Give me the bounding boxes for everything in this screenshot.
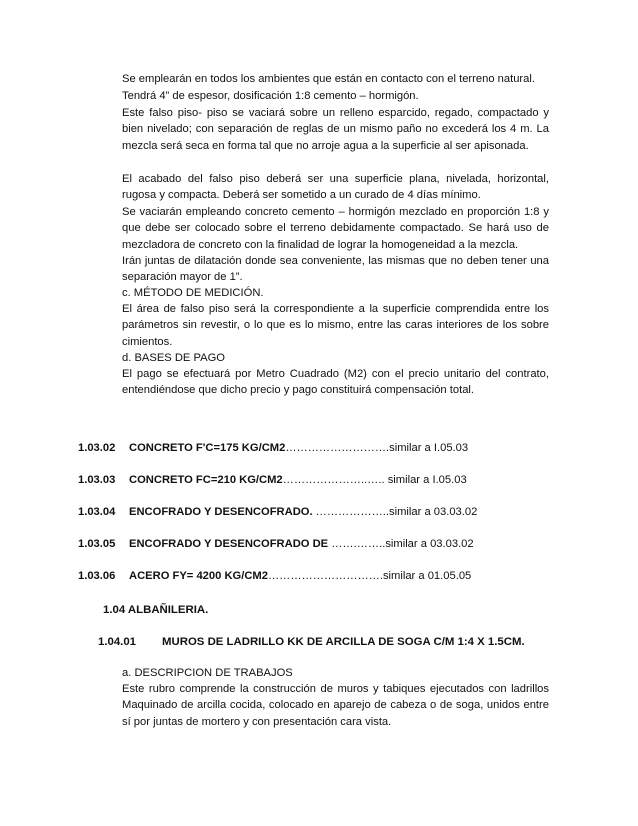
heading-descripcion-trabajos: a. DESCRIPCION DE TRABAJOS (122, 667, 293, 679)
paragraph-pago: El pago se efectuará por Metro Cuadrado (M2) con el precio unitario del contrato, entendiéndose que dicho precio y pago constituirá compensación total. (122, 368, 549, 397)
subsection-title: MUROS DE LADRILLO KK DE ARCILLA DE SOGA C/M 1:4 X 1.5CM. (162, 636, 525, 648)
item-reference: similar a 03.03.02 (385, 538, 474, 550)
paragraph-descripcion: Este rubro comprende la construcción de muros y tabiques ejecutados con ladrillos Maquinado de arcilla cocida, colocado en aparejo de cabeza o de soga, unidos entre sí por juntas de mortero y con presentación cara vista. (122, 683, 549, 728)
item-dots: …………………………. (267, 570, 383, 582)
item-row (78, 440, 468, 456)
heading-metodo-medicion: c. MÉTODO DE MEDICIÓN. (122, 287, 264, 299)
item-row (78, 568, 471, 584)
item-name: CONCRETO F'C=175 KG/CM2 (129, 442, 286, 454)
item-number: 1.03.04 (78, 506, 116, 518)
item-reference: similar a I.05.03 (387, 474, 467, 486)
item-reference: similar a 03.03.02 (389, 506, 478, 518)
item-name: ENCOFRADO Y DESENCOFRADO DE (129, 538, 329, 550)
item-dots: …………………..….. (282, 474, 388, 486)
item-number: 1.03.05 (78, 538, 116, 550)
item-dots: …….…….. (328, 538, 386, 550)
paragraph-ambientes: Se emplearán en todos los ambientes que están en contacto con el terreno natural. (122, 73, 535, 85)
item-number: 1.03.02 (78, 442, 116, 454)
item-reference: similar a I.05.03 (389, 442, 469, 454)
paragraph-espesor: Tendrá 4” de espesor, dosificación 1:8 cemento – hormigón. (122, 90, 419, 102)
section-heading-albanileria: 1.04 ALBAÑILERIA. (103, 604, 209, 616)
item-row (78, 536, 474, 552)
paragraph-acabado: El acabado del falso piso deberá ser una superficie plana, nivelada, horizontal, rugosa y compacta. Deberá ser sometido a un curado de 4 días mínimo. (122, 173, 549, 202)
item-name: CONCRETO FC=210 KG/CM2 (129, 474, 283, 486)
item-number: 1.03.03 (78, 474, 116, 486)
paragraph-juntas: Irán juntas de dilatación donde sea conveniente, las mismas que no deben tener una separación mayor de 1”. (122, 255, 549, 284)
item-reference: similar a 01.05.05 (382, 570, 472, 582)
item-dots: ………………………. (285, 442, 390, 454)
item-row (78, 504, 477, 520)
paragraph-area: El área de falso piso será la correspondiente a la superficie comprendida entre los parámetros sin revestir, o lo que es lo mismo, entre las caras interiores de los sobre cimientos. (122, 303, 549, 348)
paragraph-vaciado: Este falso piso- piso se vaciará sobre un relleno esparcido, regado, compactado y bien nivelado; con separación de reglas de un mismo paño no excederá los 4 m. La mezcla será seca en forma tal que no arroje agua a la superficie al ser apisonada. (122, 107, 549, 152)
item-number: 1.03.06 (78, 570, 116, 582)
subsection-number: 1.04.01 (98, 636, 137, 648)
item-name: ENCOFRADO Y DESENCOFRADO. (129, 506, 313, 518)
paragraph-mezcla: Se vaciarán empleando concreto cemento – hormigón mezclado en proporción 1:8 y que debe ser colocado sobre el terreno debidamente compactado. Se hará uso de mezcladora de concreto con la finalidad de lograr la homogeneidad a la mezcla. (122, 206, 549, 251)
item-dots: ……………….. (312, 506, 390, 518)
item-row (78, 472, 467, 488)
heading-bases-pago: d. BASES DE PAGO (122, 352, 226, 364)
subsection-heading (98, 634, 525, 650)
item-name: ACERO FY= 4200 KG/CM2 (129, 570, 268, 582)
